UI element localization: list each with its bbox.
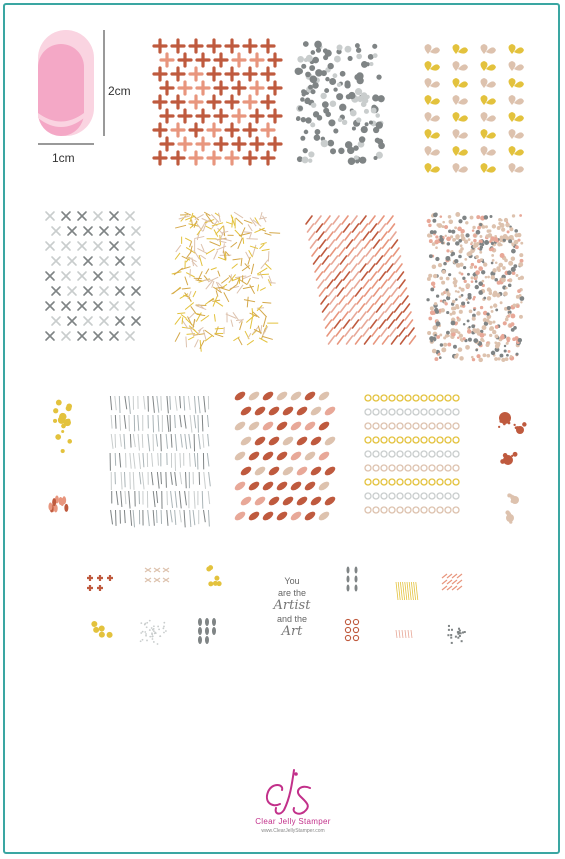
pattern-x-marks — [46, 212, 140, 340]
pattern-dots — [295, 41, 385, 165]
brand-url: www.ClearJellyStamper.com — [261, 828, 325, 834]
pattern-brush-strokes — [233, 390, 337, 522]
pattern-small-clusters-left — [48, 400, 72, 513]
pattern-leaves — [425, 44, 525, 173]
pattern-speckles — [426, 212, 524, 362]
pattern-splatters — [498, 412, 527, 524]
pattern-crosses — [154, 40, 281, 164]
nail-height-label: 2cm — [108, 84, 131, 98]
pattern-diagonal-strokes — [306, 216, 416, 344]
quote-line-2: are the — [277, 588, 307, 598]
pattern-vertical-hatch — [110, 396, 210, 527]
pattern-gold-hatch — [171, 212, 280, 352]
quote-line-1: You — [284, 576, 300, 586]
quote-line-3: Artist — [273, 598, 311, 613]
monogram-icon — [228, 764, 358, 820]
quote-line-5: Art — [281, 624, 303, 639]
nail-width-label: 1cm — [52, 151, 75, 165]
brand-name: Clear Jelly Stamper — [255, 817, 331, 826]
nail-size-guide — [38, 30, 104, 144]
quote-line-4: and the — [276, 614, 308, 624]
pattern-circle-rows — [365, 395, 459, 513]
quote-stamp — [256, 575, 328, 639]
